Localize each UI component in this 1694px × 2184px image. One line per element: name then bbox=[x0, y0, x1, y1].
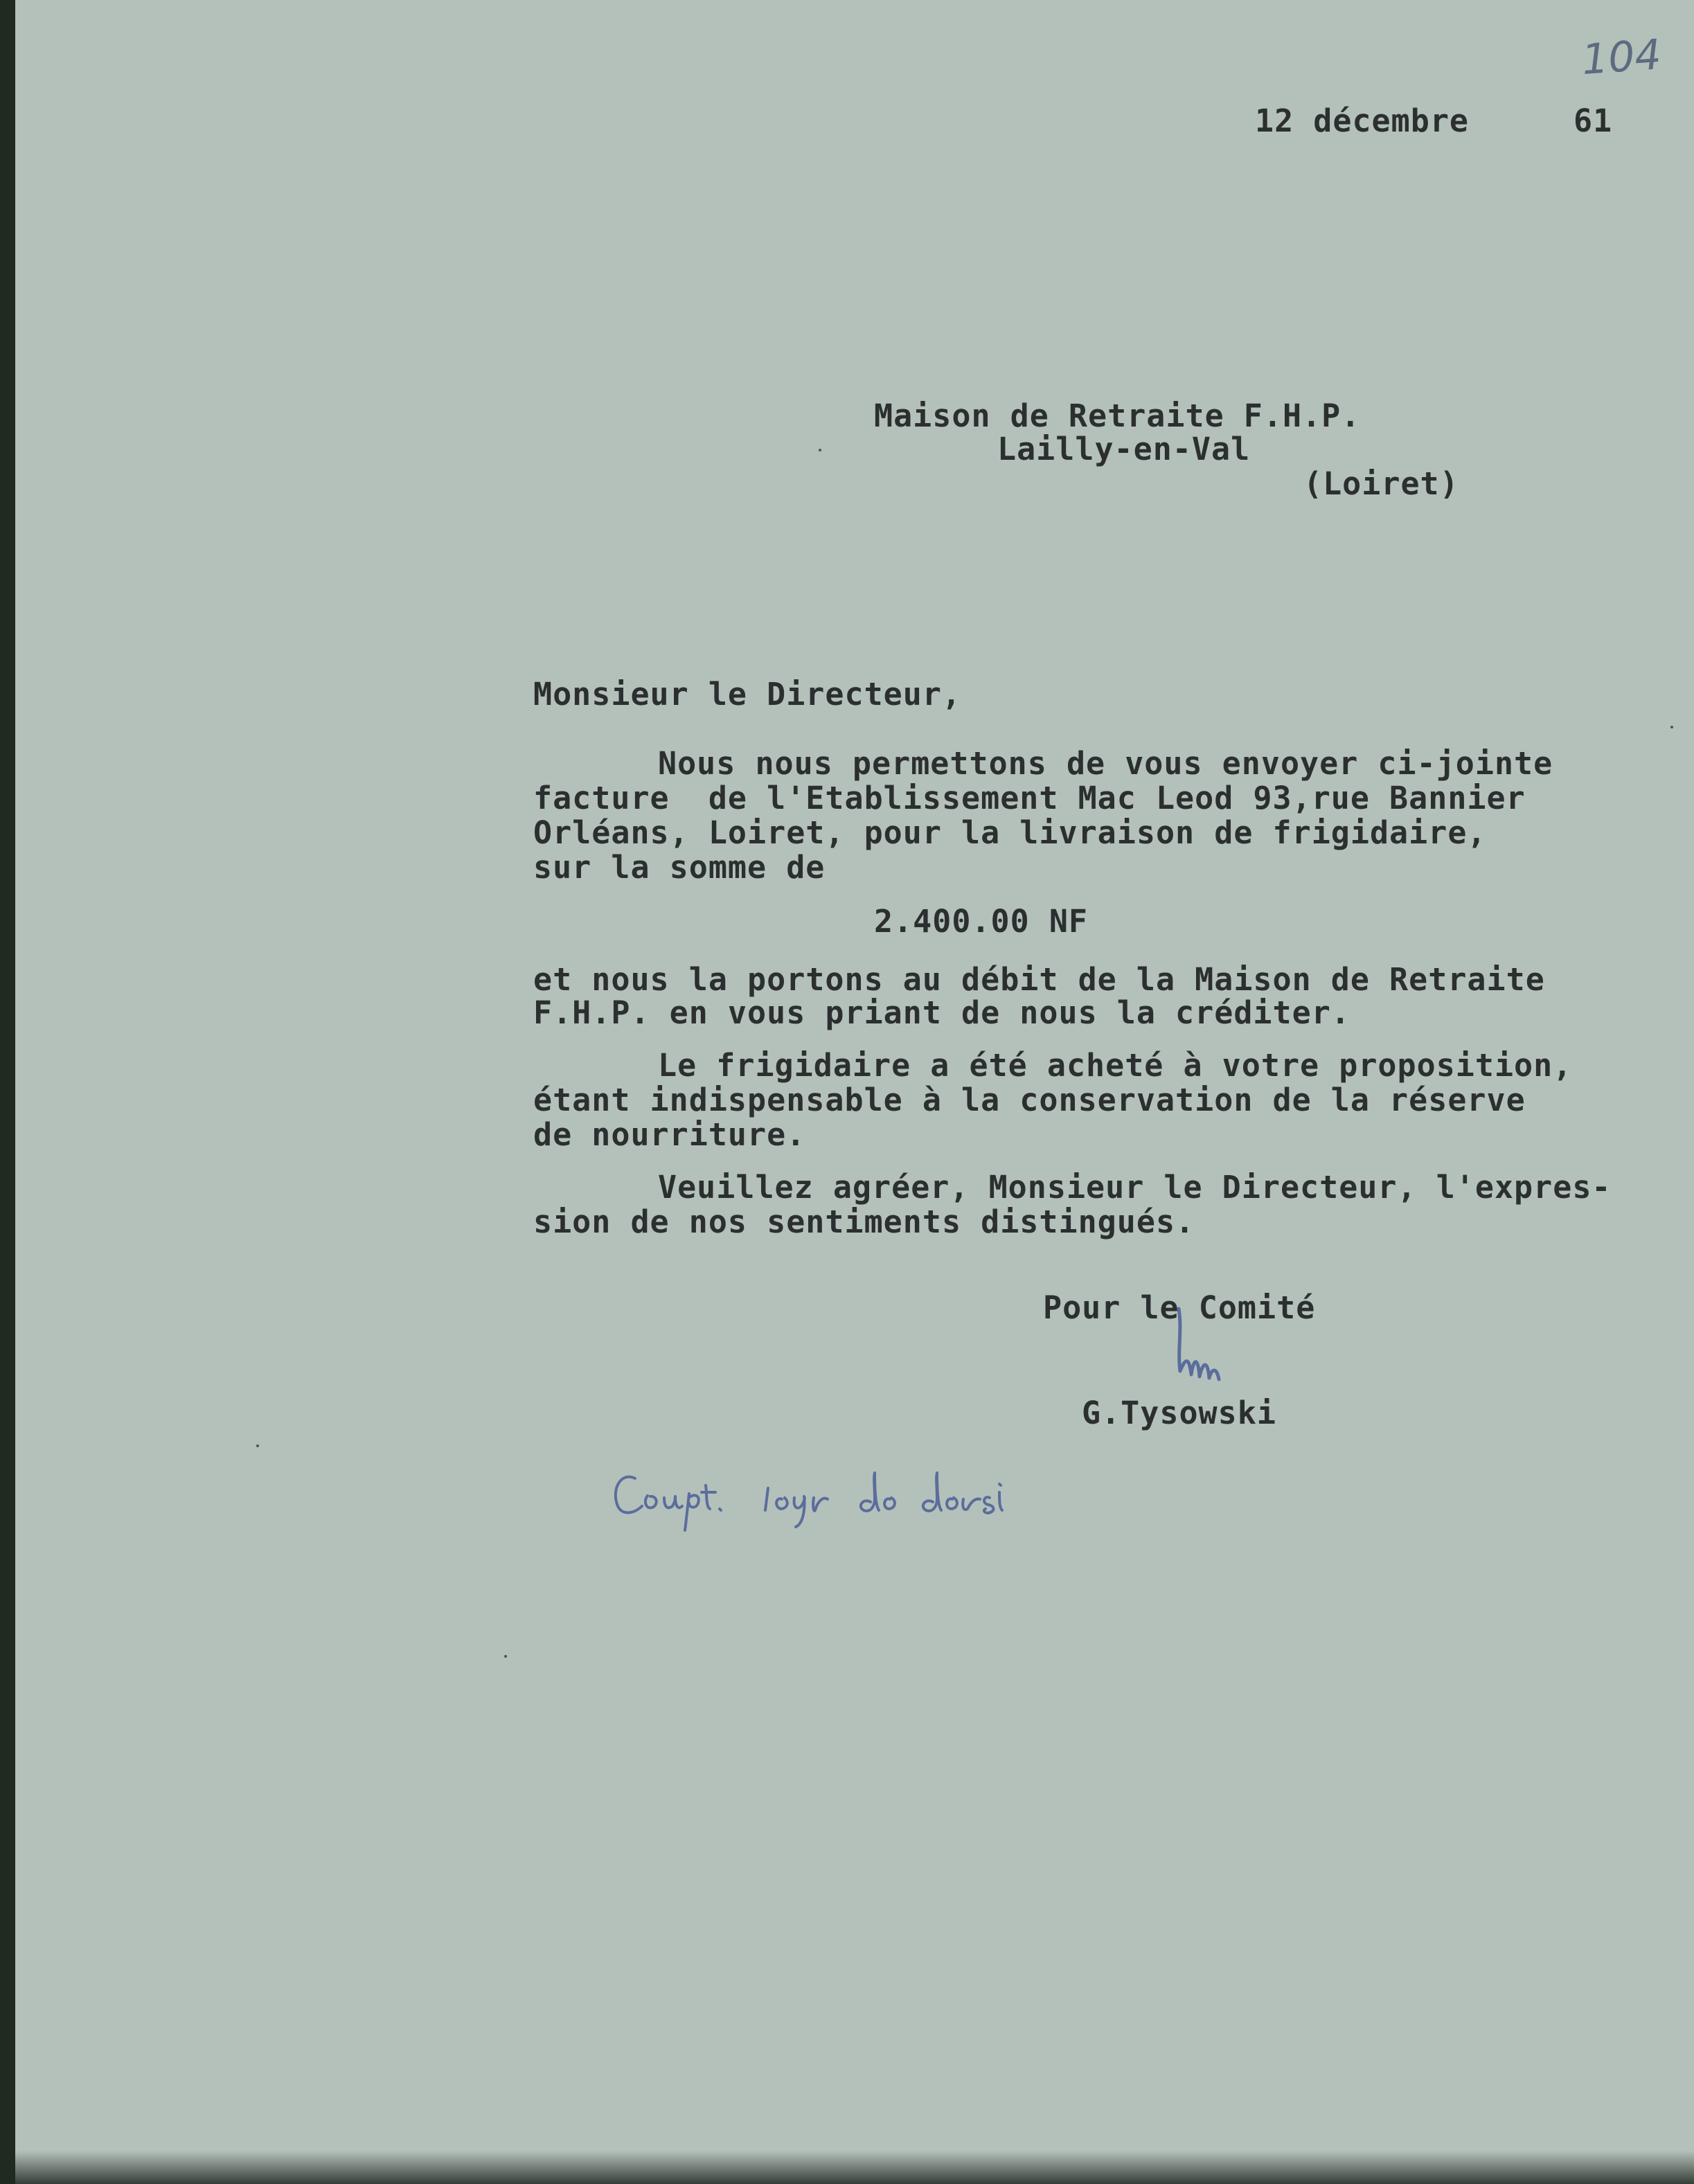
paper-speck bbox=[819, 449, 821, 451]
recipient-line-1: Maison de Retraite F.H.P. bbox=[874, 397, 1361, 434]
paper-speck bbox=[256, 1444, 259, 1447]
date-day-month: 12 décembre bbox=[1255, 102, 1470, 139]
closing: Pour le Comité bbox=[1043, 1289, 1316, 1326]
paragraph-3-line-2: étant indispensable à la conservation de la réserve bbox=[533, 1082, 1526, 1118]
paragraph-1-line-1: Nous nous permettons de vous envoyer ci-jointe bbox=[658, 745, 1553, 782]
signature bbox=[1151, 1302, 1234, 1399]
signer-name: G.Tysowski bbox=[1082, 1395, 1276, 1431]
torn-bottom-edge bbox=[15, 2142, 1694, 2184]
paragraph-2-line-1: et nous la portons au débit de la Maison de Retraite bbox=[533, 961, 1545, 998]
recipient-line-3: (Loiret) bbox=[1303, 465, 1459, 502]
date-year: 61 bbox=[1573, 102, 1613, 139]
page-number: 104 bbox=[1580, 30, 1663, 84]
paragraph-3-line-1: Le frigidaire a été acheté à votre proposition, bbox=[658, 1047, 1573, 1084]
paragraph-2-line-2: F.H.P. en vous priant de nous la créditer. bbox=[533, 994, 1350, 1031]
handwritten-annotation bbox=[607, 1458, 1106, 1534]
salutation: Monsieur le Directeur, bbox=[533, 676, 962, 713]
amount: 2.400.00 NF bbox=[874, 903, 1089, 940]
paragraph-1-line-2: facture de l'Etablissement Mac Leod 93,rue Bannier bbox=[533, 780, 1526, 816]
paragraph-4-line-1: Veuillez agréer, Monsieur le Directeur, l'expres- bbox=[658, 1169, 1612, 1206]
paragraph-4-line-2: sion de nos sentiments distingués. bbox=[533, 1203, 1195, 1240]
paragraph-3-line-3: de nourriture. bbox=[533, 1116, 806, 1153]
paper-speck bbox=[504, 1655, 507, 1658]
paper-speck bbox=[1670, 726, 1673, 728]
recipient-line-2: Lailly-en-Val bbox=[997, 431, 1251, 467]
paragraph-1-line-4: sur la somme de bbox=[533, 849, 826, 886]
letter-page bbox=[15, 0, 1694, 2184]
paragraph-1-line-3: Orléans, Loiret, pour la livraison de frigidaire, bbox=[533, 814, 1487, 851]
